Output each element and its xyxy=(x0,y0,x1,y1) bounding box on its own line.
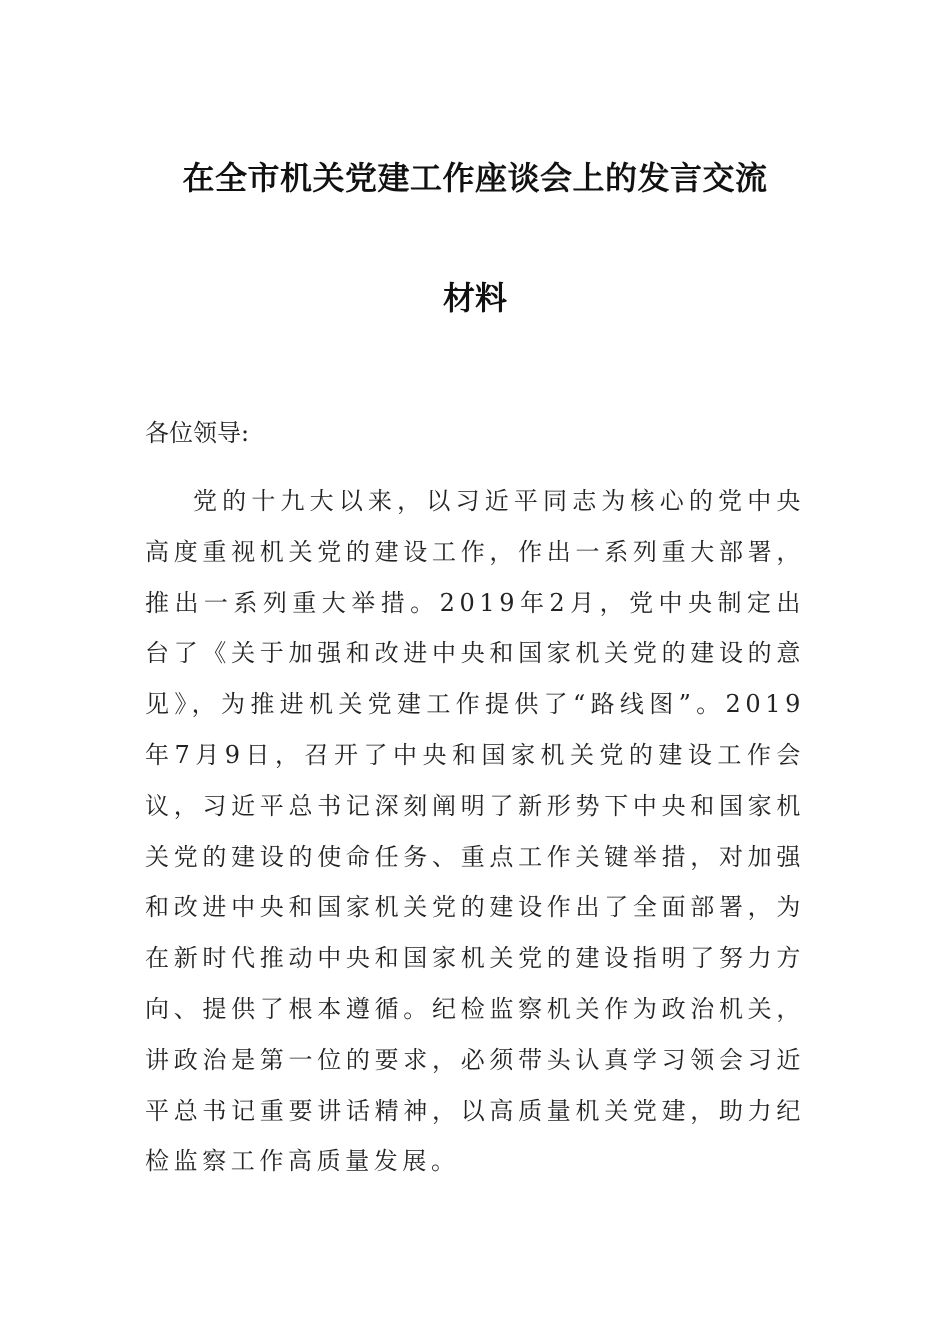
document-title-line2: 材料 xyxy=(442,279,507,317)
document-title-line1: 在全市机关党建工作座谈会上的发言交流 xyxy=(182,159,768,197)
body-paragraph: 党的十九大以来，以习近平同志为核心的党中央高度重视机关党的建设工作，作出一系列重大部署，推出一系列重大举措。2019年2月，党中央制定出台了《关于加强和改进中央和国家机关党的建设的意见》，为推进机关党建工作提供了“路线图”。2019年7月9日，召开了中央和国家机关党的建设工作会议，习近平总书记深刻阐明了新形势下中央和国家机关党的建设的使命任务、重点工作关键举措，对加强和改进中央和国家机关党的建设作出了全面部署，为在新时代推动中央和国家机关党的建设指明了努力方向、提供了根本遵循。纪检监察机关作为政治机关，讲政治是第一位的要求，必须带头认真学习领会习近平总书记重要讲话精神，以高质量机关党建，助力纪检监察工作高质量发展。 xyxy=(145,487,805,1176)
salutation: 各位领导: xyxy=(145,419,250,447)
